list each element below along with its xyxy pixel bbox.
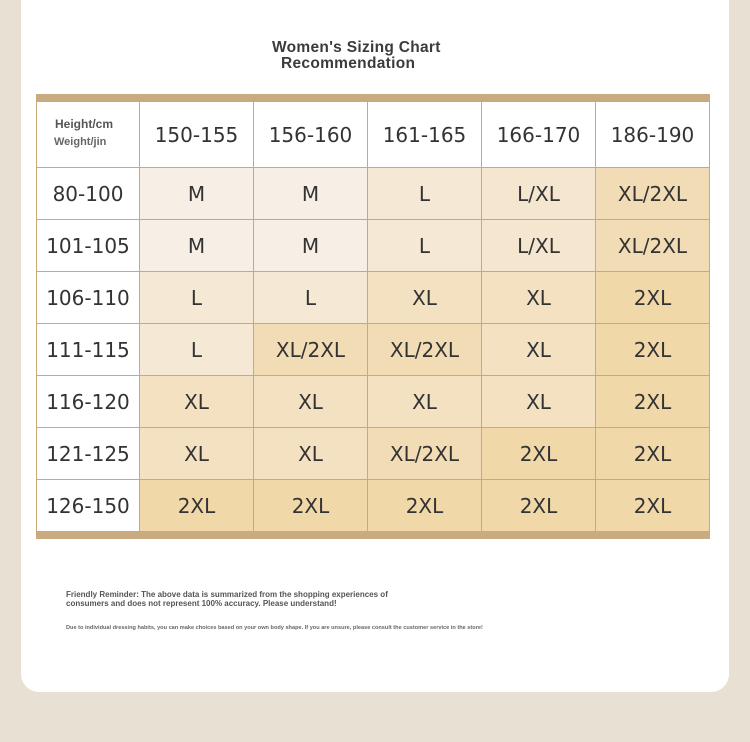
- size-cell: 2XL: [482, 480, 596, 532]
- size-cell: L: [368, 220, 482, 272]
- size-cell: XL: [368, 272, 482, 324]
- friendly-reminder: Friendly Reminder: The above data is summarized from the shopping experiences of consumers and does not represent 100% accuracy. Please understand!: [66, 590, 388, 608]
- table-row: [37, 324, 710, 376]
- table-row: [37, 428, 710, 480]
- size-cell: M: [140, 168, 254, 220]
- size-cell: XL: [482, 272, 596, 324]
- dressing-habits-note: Due to individual dressing habits, you can make choices based on your own body shape. If you are unsure, please consult the customer service in the store!: [66, 625, 483, 631]
- size-cell: XL/2XL: [596, 220, 710, 272]
- size-cell: XL: [368, 376, 482, 428]
- size-cell: L/XL: [482, 220, 596, 272]
- page-title: [272, 40, 492, 72]
- weight-row-label: 106-110: [37, 272, 140, 324]
- size-cell: XL: [254, 428, 368, 480]
- size-cell: XL: [482, 376, 596, 428]
- table-row: [37, 168, 710, 220]
- size-cell: XL: [140, 376, 254, 428]
- size-cell: XL/2XL: [596, 168, 710, 220]
- table-row: [37, 220, 710, 272]
- title-line-1: Women's Sizing Chart: [272, 39, 441, 56]
- table-row: [37, 376, 710, 428]
- size-cell: XL: [140, 428, 254, 480]
- size-cell: 2XL: [596, 428, 710, 480]
- sizing-table-frame: [36, 94, 710, 539]
- size-cell: L: [140, 324, 254, 376]
- size-cell: L/XL: [482, 168, 596, 220]
- size-cell: M: [254, 168, 368, 220]
- size-cell: 2XL: [596, 324, 710, 376]
- weight-row-label: 101-105: [37, 220, 140, 272]
- title-line-2: Recommendation: [281, 55, 416, 72]
- size-cell: M: [140, 220, 254, 272]
- corner-cell: [37, 102, 140, 168]
- height-column-header: 156-160: [254, 102, 368, 168]
- table-row: [37, 272, 710, 324]
- notes: [66, 590, 706, 632]
- weight-row-label: 111-115: [37, 324, 140, 376]
- weight-row-label: 80-100: [37, 168, 140, 220]
- header-row: [37, 102, 710, 168]
- size-cell: XL/2XL: [254, 324, 368, 376]
- height-axis-label: Height/cm: [55, 117, 114, 131]
- weight-row-label: 116-120: [37, 376, 140, 428]
- height-column-header: 166-170: [482, 102, 596, 168]
- size-cell: 2XL: [596, 272, 710, 324]
- size-cell: 2XL: [254, 480, 368, 532]
- size-cell: XL: [482, 324, 596, 376]
- height-column-header: 161-165: [368, 102, 482, 168]
- size-cell: L: [368, 168, 482, 220]
- size-cell: L: [140, 272, 254, 324]
- sizing-table: [36, 101, 710, 532]
- size-cell: M: [254, 220, 368, 272]
- size-cell: XL: [254, 376, 368, 428]
- height-column-header: 186-190: [596, 102, 710, 168]
- size-cell: 2XL: [482, 428, 596, 480]
- weight-row-label: 121-125: [37, 428, 140, 480]
- weight-row-label: 126-150: [37, 480, 140, 532]
- size-cell: 2XL: [140, 480, 254, 532]
- weight-axis-label: Weight/jin: [54, 136, 107, 148]
- height-column-header: 150-155: [140, 102, 254, 168]
- size-cell: 2XL: [368, 480, 482, 532]
- size-cell: 2XL: [596, 480, 710, 532]
- size-cell: 2XL: [596, 376, 710, 428]
- size-cell: XL/2XL: [368, 324, 482, 376]
- size-cell: L: [254, 272, 368, 324]
- table-row: [37, 480, 710, 532]
- size-cell: XL/2XL: [368, 428, 482, 480]
